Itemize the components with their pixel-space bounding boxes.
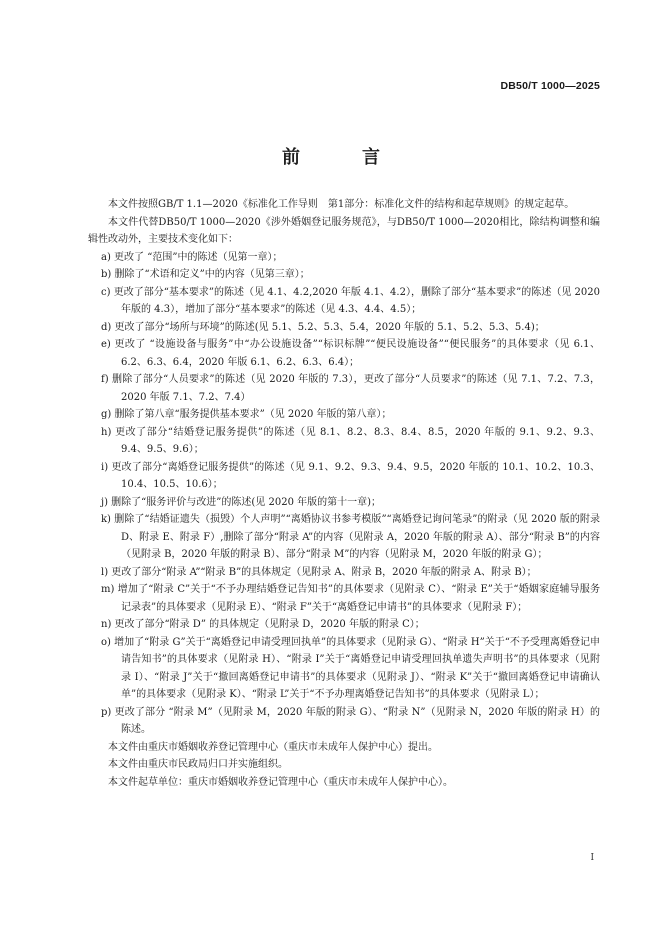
change-item: b) 删除了“术语和定义”中的内容（见第三章）； [101,269,310,280]
change-item: f) 删除了部分“人员要求”的陈述（见 2020 年版的 7.3），更改了部分“人员要求”的陈述（见 7.1、7.2、7.3，2020 年版 7.1、7.2、7.4） [101,374,600,403]
change-item: c) 更改了部分“基本要求”的陈述（见 4.1、4.2,2020 年版 4.1、4.2），删除了部分“基本要求”的陈述（见 2020 年版的 4.3），增加了部分“基本要求”的陈述（见 4.3、4.4、4.5）； [101,286,600,315]
intro-paragraph: 本文件按照GB/T 1.1—2020《标准化工作导则 第1部分：标准化文件的结构和起草规则》的规定起草。 [108,199,575,210]
closing-paragraph: 本文件由重庆市婚姻收养登记管理中心（重庆市未成年人保护中心）提出。 [108,741,438,753]
change-item: m) 增加了“附录 C”关于“不予办理结婚登记告知书”的具体要求（见附录 C）、“附录 E”关于“婚姻家庭辅导服务记录表”的具体要求（见附录 E）、“附录 F”关于“离婚登记申请书”的具体要求（见附录 F）； [101,584,600,613]
change-item: p) 更改了部分 “附录 M”（见附录 M，2020 年版的附录 G）、“附录 N”（见附录 N，2020 年版的附录 H）的陈述。 [101,706,600,735]
change-item: k) 删除了“结婚证遗失（损毁）个人声明”“离婚协议书参考模版”“离婚登记询问笔录”的附录（见 2020 版的附录 D、附录 E、附录 F）,删除了部分“附录 A”的内容（见附录 A，2020 年版的附录 A）、部分“附录 B”的内容（见附录 B，2020 年版的附录 B）、部分“附录 M”的内容（见附录 M，2020 年版的附录 G）； [101,514,600,560]
change-item: a) 更改了 “范围”中的陈述（见第一章）； [101,251,283,263]
change-item: j) 删除了“服务评价与改进”的陈述(见 2020 年版的第十一章)； [101,496,382,508]
closing-paragraph: 本文件起草单位：重庆市婚姻收养登记管理中心（重庆市未成年人保护中心）。 [108,776,453,788]
closing-paragraph: 本文件由重庆市民政局归口并实施组织。 [108,759,288,770]
intro-paragraph: 本文件代替DB50/T 1000—2020《涉外婚姻登记服务规范》，与DB50/T 1000—2020相比，除结构调整和编辑性改动外，主要技术变化如下： [88,216,600,245]
foreword-body [88,196,600,791]
document-code: DB50/T 1000—2025 [500,80,600,92]
change-item: h) 更改了部分“结婚登记服务提供”的陈述（见 8.1、8.2、8.3、8.4、8.5，2020 年版的 9.1、9.2、9.3、9.4、9.5、9.6）； [101,426,600,455]
page-number: I [590,853,594,863]
change-item: g) 删除了第八章“服务提供基本要求”（见 2020 年版的第八章）； [101,409,392,420]
change-item: l) 更改了部分“附录 A”“附录 B”的具体规定（见附录 A、附录 B，2020 年版的附录 A、附录 B）； [101,566,537,578]
change-item: i) 更改了部分“离婚登记服务提供”的陈述（见 9.1、9.2、9.3、9.4、9.5，2020 年版的 10.1、10.2、10.3、10.4、10.5、10.6）； [101,461,600,490]
change-item: d) 更改了部分“场所与环境”的陈述(见 5.1、5.2、5.3、5.4，2020 年版的 5.1、5.2、5.3、5.4)； [101,321,545,333]
change-item: n) 更改了部分“附录 D” 的具体规定（见附录 D，2020 年版的附录 C）； [101,619,425,630]
page-title: 前 言 [282,147,402,168]
change-item: e) 更改了 “设施设备与服务”中“办公设施设备”“标识标牌”“便民设施设备”“便民服务”的具体要求（见 6.1、6.2、6.3、6.4，2020 年版 6.1、6.2、6.3、6.4）； [101,339,600,368]
change-item: o) 增加了“附录 G”关于“离婚登记申请受理回执单”的具体要求（见附录 G）、“附录 H”关于“不予受理离婚登记申请告知书”的具体要求（见附录 H）、“附录 I”关于“离婚登记申请受理回执单遗失声明书”的具体要求（见附录 I）、“附录 J”关于“撤回离婚登记申请书”的具体要求（见附录 J）、“附录 K”关于“撤回离婚登记申请确认单”的具体要求（见附录 K）、“附录 L”关于“不予办理离婚登记告知书”的具体要求（见附录 L）； [101,636,600,700]
